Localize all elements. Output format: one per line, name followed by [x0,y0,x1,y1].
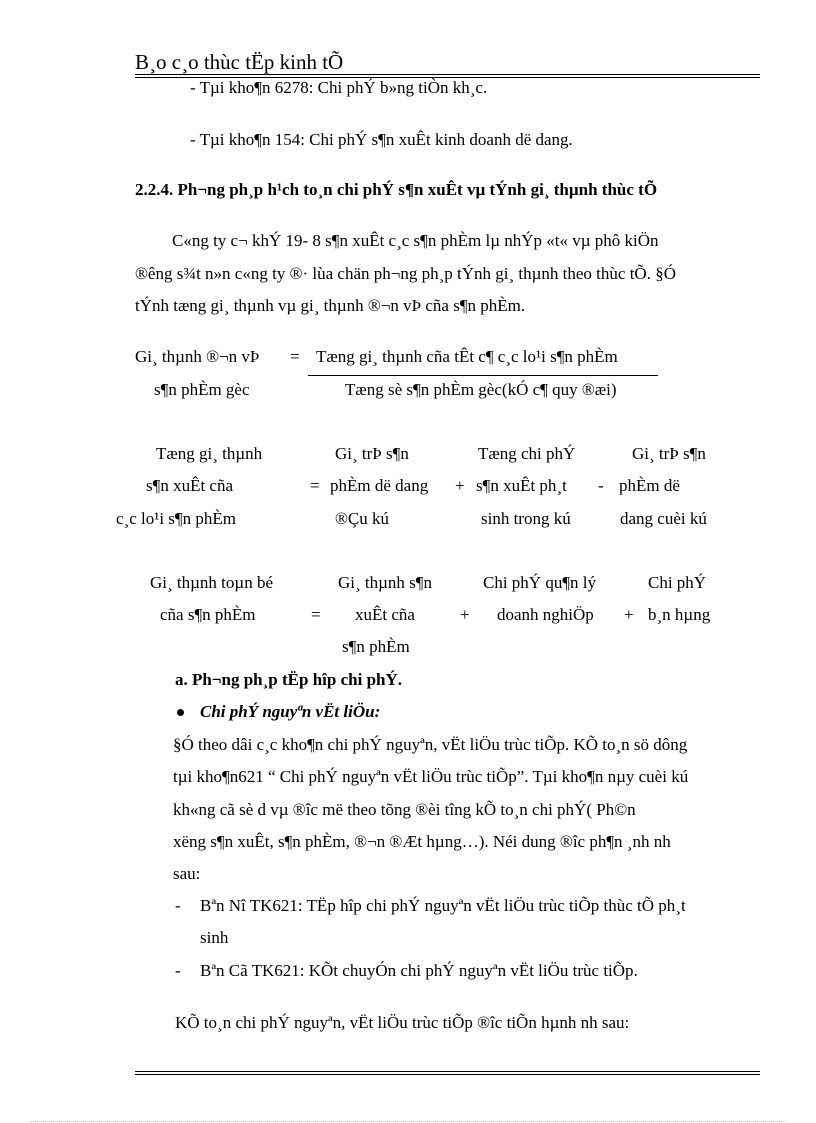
paragraph-line: xëng s¶n xuÊt, s¶n phÈm, ®¬n ®Æt hµng…). Néi dung ®îc ph¶n ¸nh nh [173,832,671,851]
formula-term: b¸n hµng [648,605,711,624]
bullet-icon [177,709,184,716]
list-item: - Tµi kho¶n 6278: Chi phÝ b»ng tiÒn kh¸c. [190,78,488,97]
equals-sign: = [311,605,321,624]
equals-sign: = [290,347,300,366]
plus-sign: + [455,476,465,495]
section-heading: 2.2.4. Ph¬ng ph¸p h¹ch to¸n chi phÝ s¶n xuÊt vµ tÝnh gi¸ thµnh thùc tÕ [135,180,658,199]
formula-term: cña s¶n phÈm [160,605,256,624]
formula-term: Gi¸ trÞ s¶n [335,444,409,463]
paragraph-line: KÕ to¸n chi phÝ nguyªn, vËt liÖu trùc tiÕp ®îc tiÕn hµnh nh sau: [175,1013,630,1032]
bullet-title: Chi phÝ nguyªn vËt liÖu: [200,702,381,721]
formula-denominator: Tæng sè s¶n phÈm gèc(kÓ c¶ quy ®æi) [345,380,617,399]
paragraph-line: ®êng s¾t n»n c«ng ty ®· lùa chän ph¬ng ph¸p tÝnh gi¸ thµnh theo thùc tÕ. §Ó [135,264,676,283]
formula-term: ®Çu kú [335,509,390,528]
formula-term: s¶n xuÊt ph¸t [476,476,567,495]
footer-rule-bottom [135,1074,760,1075]
paragraph-line: §Ó theo dâi c¸c kho¶n chi phÝ nguyªn, vËt liÖu trùc tiÕp. KÕ to¸n sö dông [173,735,688,754]
fraction-bar [308,375,658,376]
paragraph-line: tÝnh tæng gi¸ thµnh vµ gi¸ thµnh ®¬n vÞ cña s¶n phÈm. [135,296,526,315]
minus-sign: - [598,476,604,495]
formula-term: c¸c lo¹i s¶n phÈm [116,509,236,528]
formula-term: Gi¸ thµnh s¶n [338,573,432,592]
equals-sign: = [310,476,320,495]
formula-lhs: s¶n phÈm gèc [154,380,250,399]
list-item: Bªn Cã TK621: KÕt chuyÓn chi phÝ nguyªn vËt liÖu trùc tiÕp. [200,961,638,980]
formula-term: s¶n xuÊt cña [146,476,234,495]
formula-term: Gi¸ trÞ s¶n [632,444,706,463]
formula-lhs: Gi¸ thµnh ®¬n vÞ [135,347,260,366]
subsection-heading: a. Ph¬ng ph¸p tËp hîp chi phÝ. [175,670,403,689]
dash-marker: - [175,961,181,980]
footer-rule-top [135,1071,760,1072]
plus-sign: + [624,605,634,624]
paragraph-line: tµi kho¶n621 “ Chi phÝ nguyªn vËt liÖu trùc tiÕp”. Tµi kho¶n nµy cuèi kú [173,767,689,786]
paragraph-line: C«ng ty c¬ khÝ 19- 8 s¶n xuÊt c¸c s¶n phÈm lµ nhÝp «t« vµ phô kiÖn [172,231,659,250]
formula-term: phÈm dë [619,476,680,495]
plus-sign: + [460,605,470,624]
paragraph-line: sau: [173,864,201,883]
dash-marker: - [175,896,181,915]
formula-term: Gi¸ thµnh toµn bé [150,573,273,592]
formula-numerator: Tæng gi¸ thµnh cña tÊt c¶ c¸c lo¹i s¶n phÈm [316,347,618,366]
formula-term: Chi phÝ qu¶n lý [483,573,597,592]
list-item: - Tµi kho¶n 154: Chi phÝ s¶n xuÊt kinh doanh dë dang. [190,130,573,149]
formula-term: sinh trong kú [481,509,571,528]
formula-term: doanh nghiÖp [497,605,594,624]
formula-term: xuÊt cña [355,605,415,624]
formula-term: Tæng chi phÝ [478,444,576,463]
formula-term: phÈm dë dang [330,476,429,495]
formula-term: s¶n phÈm [342,637,410,656]
list-item: Bªn Nî TK621: TËp hîp chi phÝ nguyªn vËt liÖu trùc tiÕp thùc tÕ ph¸t [200,896,686,915]
list-item-continuation: sinh [200,928,229,947]
paragraph-line: kh«ng cã sè d vµ ®îc më theo tõng ®èi tîng kÕ to¸n chi phÝ( Ph©n [173,800,636,819]
header-rule-top [135,74,760,75]
page-edge-dotted [30,1121,786,1122]
formula-term: Tæng gi¸ thµnh [156,444,263,463]
page-header-title: B¸o c¸o thùc tËp kinh tÕ [135,50,344,74]
formula-term: dang cuèi kú [620,509,707,528]
formula-term: Chi phÝ [648,573,707,592]
